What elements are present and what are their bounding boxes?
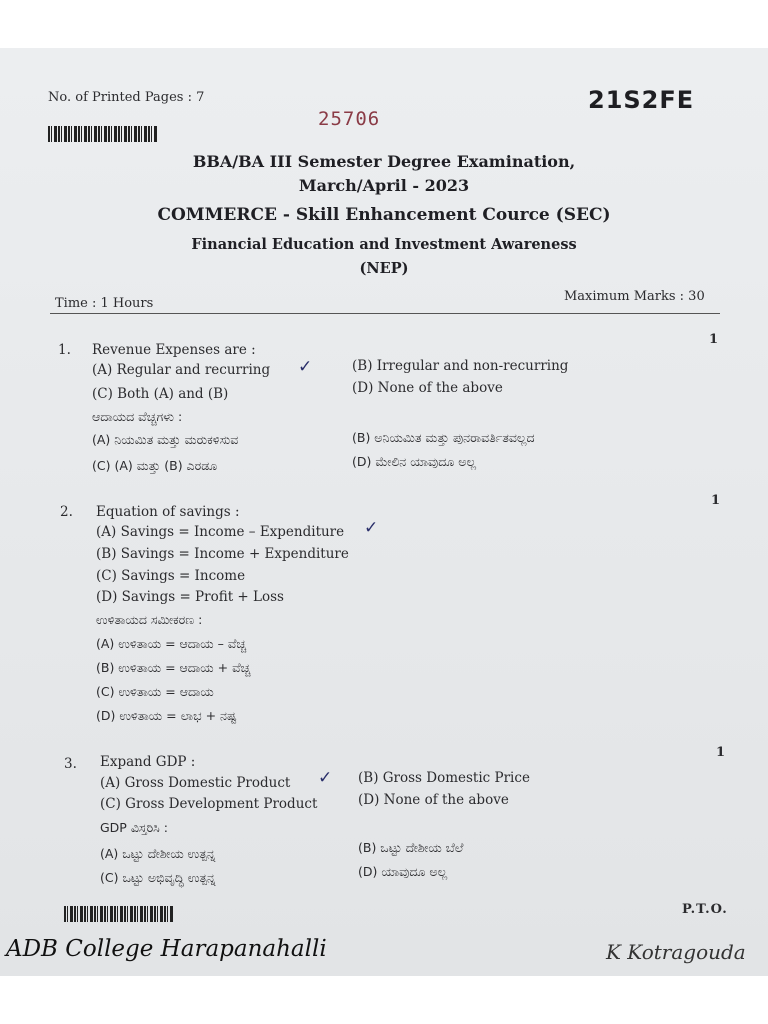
barcode-top xyxy=(48,126,158,142)
exam-session: March/April - 2023 xyxy=(298,176,470,195)
question-number: 2. xyxy=(60,504,73,520)
option-b: (B) Savings = Income + Expenditure xyxy=(96,546,349,562)
paper-title: Financial Education and Investment Awareness xyxy=(191,236,577,253)
question-number: 1. xyxy=(58,342,71,358)
question-text-kannada: ಆದಾಯದ ವೆಚ್ಚಗಳು : xyxy=(92,409,183,424)
option-d-kannada: (D) ಯಾವುದೂ ಅಲ್ಲ xyxy=(358,864,448,879)
option-a-kannada: (A) ನಿಯಮಿತ ಮತ್ತು ಮರುಕಳಿಸುವ xyxy=(92,432,239,447)
barcode-bottom xyxy=(64,906,174,922)
pto-label: P.T.O. xyxy=(682,902,728,917)
option-b-kannada: (B) ಒಟ್ಟು ದೇಶೀಯ ಬೆಲೆ xyxy=(358,840,464,855)
exam-title: BBA/BA III Semester Degree Examination, xyxy=(192,152,576,171)
subject-title: COMMERCE - Skill Enhancement Cource (SEC) xyxy=(157,205,611,225)
option-d: (D) None of the above xyxy=(358,792,509,808)
option-c-kannada: (C) ಒಟ್ಟು ಅಭಿವೃದ್ಧಿ ಉತ್ಪನ್ನ xyxy=(100,870,216,885)
question-text-kannada: ಉಳಿತಾಯದ ಸಮೀಕರಣ : xyxy=(96,612,203,627)
option-d: (D) None of the above xyxy=(352,380,503,396)
option-b: (B) Gross Domestic Price xyxy=(358,770,530,786)
serial-number: 25706 xyxy=(318,108,381,130)
option-b-kannada: (B) ಅನಿಯಮಿತ ಮತ್ತು ಪುನರಾವರ್ತಿತವಲ್ಲದ xyxy=(352,430,535,445)
option-d-kannada: (D) ಮೇಲಿನ ಯಾವುದೂ ಅಲ್ಲ xyxy=(352,454,477,469)
question-text: Equation of savings : xyxy=(96,504,240,520)
question-text: Expand GDP : xyxy=(100,754,196,770)
option-a: (A) Gross Domestic Product xyxy=(100,775,291,791)
time-label: Time : 1 Hours xyxy=(55,296,154,311)
option-a-kannada: (A) ಒಟ್ಟು ದೇಶೀಯ ಉತ್ಪನ್ನ xyxy=(100,846,216,861)
paper-code: 21S2FE xyxy=(588,86,695,114)
question-marks: 1 xyxy=(716,745,726,760)
printed-pages: No. of Printed Pages : 7 xyxy=(48,90,205,105)
signature: K Kotragouda xyxy=(606,940,746,964)
question-text-kannada: GDP ವಿಸ್ತರಿಸಿ : xyxy=(100,820,169,835)
option-a-kannada: (A) ಉಳಿತಾಯ = ಆದಾಯ – ವೆಚ್ಚ xyxy=(96,636,247,651)
header-divider xyxy=(50,313,720,314)
option-d: (D) Savings = Profit + Loss xyxy=(96,589,284,605)
scheme-label: (NEP) xyxy=(359,260,409,277)
check-mark-icon: ✓ xyxy=(298,357,313,377)
question-number: 3. xyxy=(64,756,77,772)
check-mark-icon: ✓ xyxy=(364,518,379,538)
question-marks: 1 xyxy=(711,493,721,508)
option-a: (A) Savings = Income – Expenditure xyxy=(96,524,345,540)
college-watermark: ADB College Harapanahalli xyxy=(6,936,327,962)
option-c: (C) Both (A) and (B) xyxy=(92,386,229,402)
option-b: (B) Irregular and non-recurring xyxy=(352,358,569,374)
max-marks-label: Maximum Marks : 30 xyxy=(564,289,705,304)
question-text: Revenue Expenses are : xyxy=(92,342,256,358)
option-c-kannada: (C) ಉಳಿತಾಯ = ಆದಾಯ xyxy=(96,684,214,699)
option-c: (C) Gross Development Product xyxy=(100,796,318,812)
option-d-kannada: (D) ಉಳಿತಾಯ = ಲಾಭ + ನಷ್ಟ xyxy=(96,708,237,723)
option-a: (A) Regular and recurring xyxy=(92,362,271,378)
check-mark-icon: ✓ xyxy=(318,768,333,788)
option-b-kannada: (B) ಉಳಿತಾಯ = ಆದಾಯ + ವೆಚ್ಚ xyxy=(96,660,251,675)
option-c-kannada: (C) (A) ಮತ್ತು (B) ಎರಡೂ xyxy=(92,458,218,473)
option-c: (C) Savings = Income xyxy=(96,568,246,584)
question-marks: 1 xyxy=(709,332,719,347)
